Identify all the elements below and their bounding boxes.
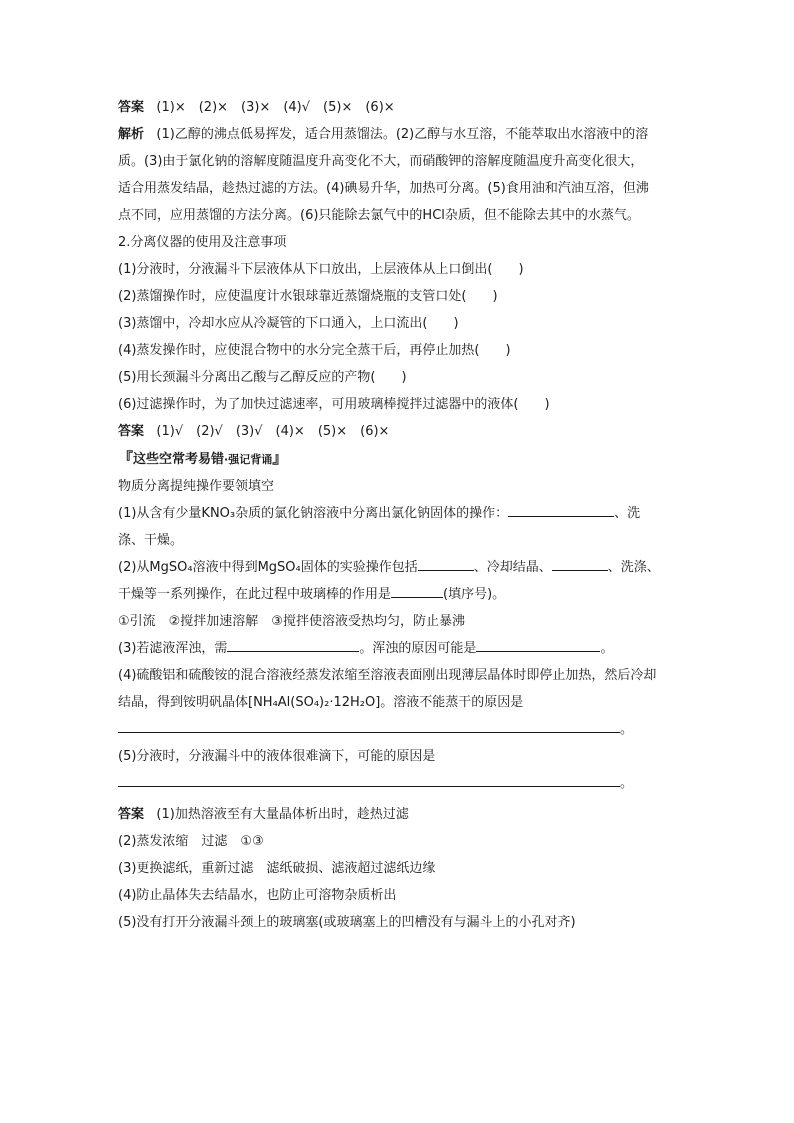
question-text: 。 bbox=[620, 776, 634, 791]
question-text: 干燥等一系列操作，在此过程中玻璃棒的作用是 bbox=[118, 587, 392, 602]
analysis-line: 点不同，应用蒸馏的方法分离。(6)只能除去氯气中的HCl杂质，但不能除去其中的水蒸气。 bbox=[118, 208, 640, 223]
answer-blank[interactable] bbox=[391, 582, 443, 598]
heading-subtext: ·强记背诵 bbox=[224, 453, 273, 466]
question-text: (3)若滤液浑浊，需 bbox=[118, 641, 228, 656]
heading-text: 这些空常考易错 bbox=[133, 452, 225, 467]
answer-blank[interactable] bbox=[418, 555, 474, 571]
answer-line-3 bbox=[118, 801, 680, 828]
heading-close-bracket: 』 bbox=[272, 449, 288, 467]
question-item: (1)分液时，分液漏斗下层液体从下口放出，上层液体从上口倒出( ) bbox=[118, 262, 524, 277]
question-item: (2)蒸馏操作时，应使温度计水银球靠近蒸馏烧瓶的支管口处( ) bbox=[118, 289, 498, 304]
question-text: 、冷却结晶、 bbox=[473, 560, 552, 575]
answer-line-1 bbox=[118, 94, 680, 121]
question-text: 。 bbox=[620, 722, 634, 737]
page-content bbox=[118, 94, 680, 936]
answer-text: (1)√ (2)√ (3)√ (4)× (5)× (6)× bbox=[156, 424, 390, 439]
question-text: (填序号)。 bbox=[443, 587, 506, 602]
boxed-heading bbox=[118, 445, 680, 473]
fill-question-1 bbox=[118, 500, 680, 527]
fill-question-5-blank-line bbox=[118, 770, 680, 797]
answer-blank[interactable] bbox=[508, 501, 614, 517]
fill-question-3 bbox=[118, 635, 680, 662]
answer-line-2 bbox=[118, 418, 680, 445]
answer-line: (2)蒸发浓缩 过滤 ①③ bbox=[118, 834, 264, 849]
question-item: (3)蒸馏中，冷却水应从冷凝管的下口通入，上口流出( ) bbox=[118, 316, 459, 331]
fill-question-4: (4)硫酸铝和硫酸铵的混合溶液经蒸发浓缩至溶液表面刚出现薄层晶体时即停止加热，然后冷却 bbox=[118, 668, 657, 683]
question-item: (6)过滤操作时，为了加快过滤速率，可用玻璃棒搅拌过滤器中的液体( ) bbox=[118, 397, 550, 412]
answer-blank[interactable] bbox=[476, 636, 600, 652]
answer-blank[interactable] bbox=[118, 716, 620, 733]
question-text: 、洗 bbox=[614, 506, 641, 521]
question-item: (5)用长颈漏斗分离出乙酸与乙醇反应的产物( ) bbox=[118, 370, 407, 385]
answer-label: 答案 bbox=[118, 424, 145, 439]
fill-question-2-cont bbox=[118, 581, 680, 608]
fill-question-1-cont: 涤、干燥。 bbox=[118, 533, 184, 548]
answer-blank[interactable] bbox=[118, 770, 620, 787]
answer-text: (1)× (2)× (3)× (4)√ (5)× (6)× bbox=[156, 100, 395, 115]
fill-question-2 bbox=[118, 554, 680, 581]
analysis-label: 解析 bbox=[118, 127, 145, 142]
answer-line: (3)更换滤纸，重新过滤 滤纸破损、滤液超过滤纸边缘 bbox=[118, 861, 436, 876]
fill-section-title: 物质分离提纯操作要领填空 bbox=[118, 479, 275, 494]
question-text: (2)从MgSO₄溶液中得到MgSO₄固体的实验操作包括 bbox=[118, 560, 418, 575]
question-item: (4)蒸发操作时，应使混合物中的水分完全蒸干后，再停止加热( ) bbox=[118, 343, 511, 358]
answer-blank[interactable] bbox=[552, 555, 608, 571]
answer-blank[interactable] bbox=[227, 636, 359, 652]
answer-line: (5)没有打开分液漏斗颈上的玻璃塞(或玻璃塞上的凹槽没有与漏斗上的小孔对齐) bbox=[118, 915, 576, 930]
analysis-block bbox=[118, 121, 680, 229]
heading-open-bracket: 『 bbox=[118, 449, 134, 467]
question-text: 。浑浊的原因可能是 bbox=[359, 641, 477, 656]
fill-question-4-blank-line bbox=[118, 716, 680, 743]
analysis-line: 适合用蒸发结晶，趁热过滤的方法。(4)碘易升华，加热可分离。(5)食用油和汽油互溶，但沸 bbox=[118, 181, 649, 196]
answer-line: (4)防止晶体失去结晶水，也防止可溶物杂质析出 bbox=[118, 888, 397, 903]
answer-text: (1)加热溶液至有大量晶体析出时，趁热过滤 bbox=[156, 807, 409, 822]
question-text: (1)从含有少量KNO₃杂质的氯化钠溶液中分离出氯化钠固体的操作： bbox=[118, 506, 509, 521]
question-text: 。 bbox=[600, 641, 614, 656]
analysis-line bbox=[118, 121, 680, 148]
answer-label: 答案 bbox=[118, 100, 145, 115]
question-text: 、洗涤、 bbox=[607, 560, 660, 575]
answer-label: 答案 bbox=[118, 807, 145, 822]
fill-options: ①引流 ②搅拌加速溶解 ③搅拌使溶液受热均匀，防止暴沸 bbox=[118, 614, 465, 629]
section-title: 2.分离仪器的使用及注意事项 bbox=[118, 235, 287, 250]
fill-question-5: (5)分液时，分液漏斗中的液体很难滴下，可能的原因是 bbox=[118, 749, 436, 764]
analysis-line: 质。(3)由于氯化钠的溶解度随温度升高变化不大，而硝酸钾的溶解度随温度升高变化很大， bbox=[118, 154, 644, 169]
fill-question-4-cont: 结晶，得到铵明矾晶体[NH₄Al(SO₄)₂·12H₂O]。溶液不能蒸干的原因是 bbox=[118, 695, 524, 710]
analysis-text: (1)乙醇的沸点低易挥发，适合用蒸馏法。(2)乙醇与水互溶，不能萃取出水溶液中的溶 bbox=[156, 127, 649, 142]
